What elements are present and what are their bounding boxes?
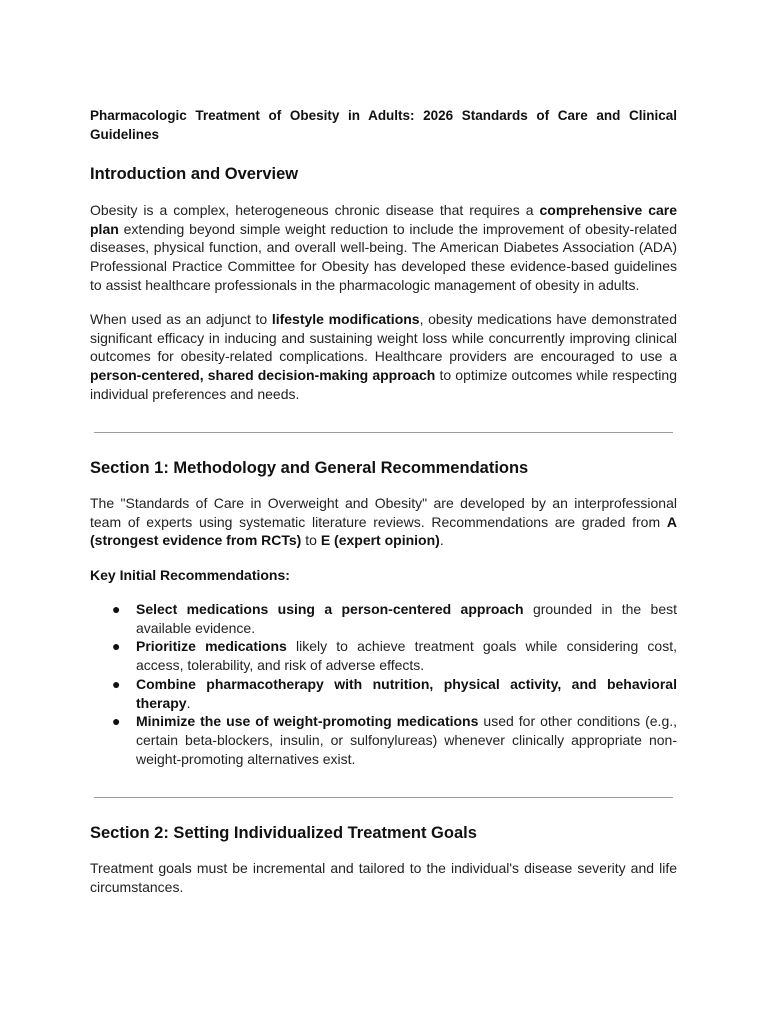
list-item: ● Minimize the use of weight-promoting medications used for other conditions (e.g., certain beta-blockers, insulin, or sulfonylureas) whenever clinically appropriate non-weight-promoting alternatives exist. bbox=[112, 713, 678, 767]
section-divider bbox=[94, 797, 673, 798]
list-item: ● Select medications using a person-centered approach grounded in the best available evidence. bbox=[112, 601, 678, 636]
document-title: Pharmacologic Treatment of Obesity in Adults: 2026 Standards of Care and Clinical Guidelines bbox=[90, 108, 677, 142]
recommendations-list bbox=[90, 600, 677, 768]
list-item: ● Prioritize medications likely to achieve treatment goals while considering cost, access, tolerability, and risk of adverse effects. bbox=[112, 638, 677, 674]
bullet-icon: ● bbox=[112, 601, 121, 617]
section-1-paragraph: The "Standards of Care in Overweight and Obesity" are developed by an interprofessional team of experts using systematic literature reviews. Recommendations are graded from A (strongest evidence from RCTs) to E (expert opinion). bbox=[90, 495, 677, 549]
section-2-paragraph: Treatment goals must be incremental and tailored to the individual's disease severity and life circumstances. bbox=[90, 860, 677, 895]
intro-heading: Introduction and Overview bbox=[90, 165, 299, 183]
list-item: ● Combine pharmacotherapy with nutrition, physical activity, and behavioral therapy. bbox=[112, 675, 677, 711]
section-1-heading: Section 1: Methodology and General Recommendations bbox=[90, 459, 529, 477]
intro-paragraph-2: When used as an adjunct to lifestyle modifications, obesity medications have demonstrated significant efficacy in inducing and sustaining weight loss while concurrently improving clinical outcomes for obesity-related complications. Healthcare providers are encouraged to use a person-centered, shared decision-making approach to optimize outcomes while respecting individual preferences and needs. bbox=[90, 311, 677, 402]
bullet-icon: ● bbox=[112, 713, 121, 730]
bullet-icon: ● bbox=[112, 638, 121, 655]
bullet-icon: ● bbox=[112, 675, 121, 692]
section-divider bbox=[94, 432, 673, 433]
key-recommendations-label: Key Initial Recommendations: bbox=[90, 567, 290, 583]
section-2-heading: Section 2: Setting Individualized Treatment Goals bbox=[90, 824, 477, 842]
intro-paragraph-1: Obesity is a complex, heterogeneous chronic disease that requires a comprehensive care plan extending beyond simple weight reduction to include the improvement of obesity-related diseases, physical function, and overall well-being. The American Diabetes Association (ADA) Professional Practice Committee for Obesity has developed these evidence-based guidelines to assist healthcare professionals in the pharmacologic management of obesity in adults. bbox=[90, 202, 677, 293]
